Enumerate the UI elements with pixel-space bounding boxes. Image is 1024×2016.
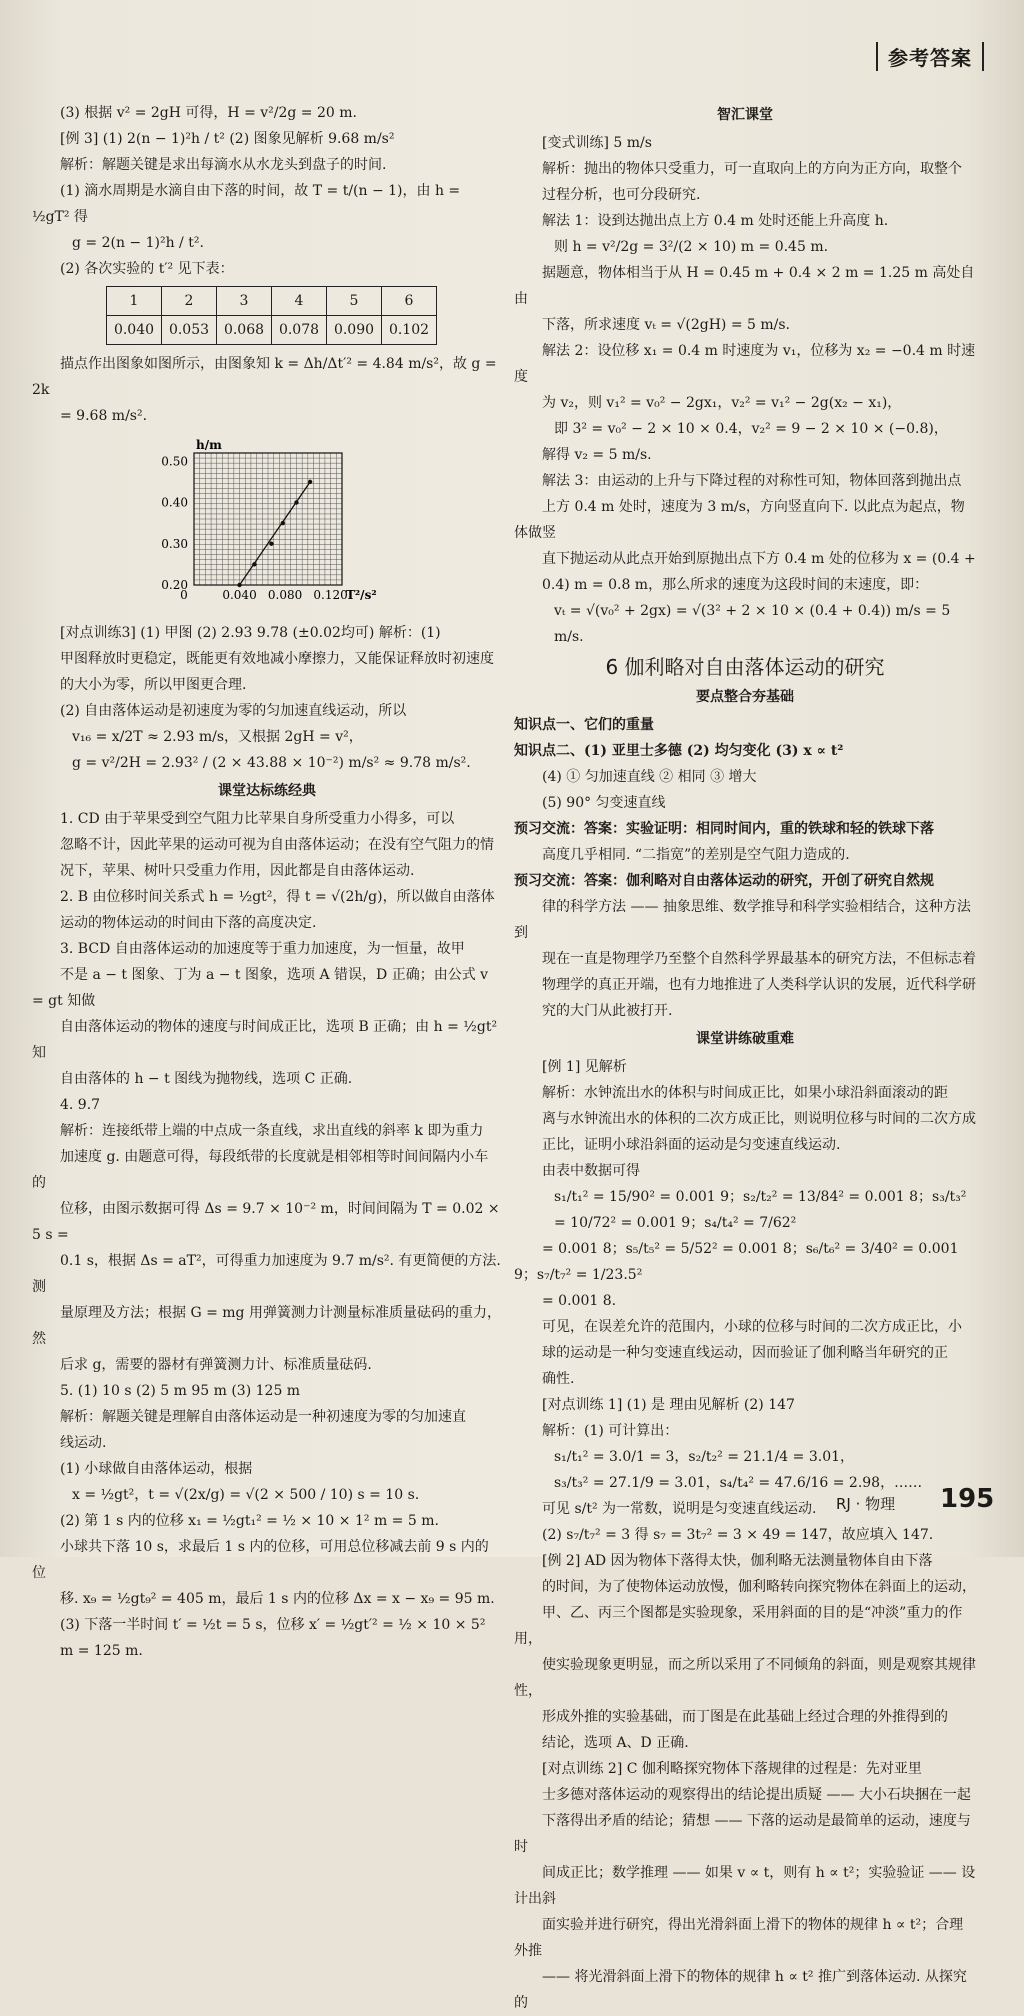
text-line: (1) 小球做自由落体运动，根据: [60, 1461, 253, 1477]
table-header-cell: 3: [217, 287, 272, 316]
text-line: 解得 v₂ = 5 m/s.: [542, 447, 652, 463]
text-line: 离与水钟流出水的体积的二次方成正比，则说明位移与时间的二次方成: [542, 1111, 976, 1127]
table-header-cell: 5: [327, 287, 382, 316]
text-line: 正比，证明小球沿斜面的运动是匀变速直线运动.: [542, 1137, 841, 1153]
text-line: 况下，苹果、树叶只受重力作用，因此都是自由落体运动.: [60, 863, 415, 879]
text-line: 课堂达标练经典: [218, 783, 316, 799]
h-t2-graph: [152, 435, 377, 605]
table-header-cell: 2: [162, 287, 217, 316]
text-line: 由表中数据可得: [542, 1163, 640, 1179]
text-line: 预习交流：答案：实验证明：相同时间内，重的铁球和轻的铁球下落: [514, 821, 934, 837]
table-value-cell: 0.040: [107, 316, 162, 345]
text-line: 线运动.: [60, 1435, 107, 1451]
text-line: 解析：解题关键是理解自由落体运动是一种初速度为零的匀加速直: [60, 1409, 466, 1425]
text-line: 要点整合夯基础: [696, 689, 794, 705]
text-line: 可见 s/t² 为一常数，说明是匀变速直线运动.: [542, 1501, 817, 1517]
text-line: = 9.68 m/s².: [60, 408, 148, 424]
text-line: 解析：抛出的物体只受重力，可一直取向上的方向为正方向，取整个: [542, 161, 962, 177]
text-line: 2. B 由位移时间关系式 h = ½gt²，得 t = √(2h/g)，所以做自由落体: [60, 889, 495, 905]
text-line: [对点训练 2] C 伽利略探究物体下落规律的过程是：先对亚里: [542, 1761, 922, 1777]
text-line: 描点作出图象如图所示，由图象知 k = Δh/Δt′² = 4.84 m/s²，故 g = 2k: [32, 356, 497, 398]
text-line: 形成外推的实验基础，而丁图是在此基础上经过合理的外推得到的: [542, 1709, 948, 1725]
text-line: [例 3] (1) 2(n − 1)²h / t² (2) 图象见解析 9.68 m/s²: [60, 131, 395, 147]
table-header-cell: 4: [272, 287, 327, 316]
text-line: 6 伽利略对自由落体运动的研究: [605, 655, 885, 679]
text-line: 球的运动是一种匀变速直线运动，因而验证了伽利略当年研究的正: [542, 1345, 948, 1361]
text-line: —— 将光滑斜面上滑下的物体的规律 h ∝ t² 推广到落体运动. 从探究的: [514, 1969, 967, 2011]
table-value-cell: 0.068: [217, 316, 272, 345]
text-line: 量原理及方法；根据 G = mg 用弹簧测力计测量标准质量砝码的重力，然: [32, 1305, 501, 1347]
text-line: 自由落体的 h − t 图线为抛物线，选项 C 正确.: [60, 1071, 353, 1087]
text-line: 可见，在误差允许的范围内，小球的位移与时间的二次方成正比，小: [542, 1319, 962, 1335]
text-line: = 0.001 8；s₅/t₅² = 5/52² = 0.001 8；s₆/t₆² = 3/40² = 0.001 9；s₇/t₇² = 1/23.5²: [514, 1241, 959, 1283]
text-line: 解法 3：由运动的上升与下降过程的对称性可知，物体回落到抛出点: [542, 473, 962, 489]
y-tick-label: 0.50: [161, 454, 188, 469]
text-line: 现在一直是物理学乃至整个自然科学界最基本的研究方法，不但标志着: [542, 951, 976, 967]
text-line: [例 2] AD 因为物体下落得太快，伽利略无法测量物体自由下落: [542, 1553, 933, 1569]
text-line: 解法 1：设到达抛出点上方 0.4 m 处时还能上升高度 h.: [542, 213, 889, 229]
text-line: (3) 下落一半时间 t′ = ½t = 5 s，位移 x′ = ½gt′² = ½ × 10 × 5²: [60, 1617, 486, 1633]
text-line: 的时间，为了使物体运动放慢，伽利略转向探究物体在斜面上的运动，: [542, 1579, 976, 1595]
data-point: [252, 562, 256, 566]
text-line: 使实验现象更明显，而之所以采用了不同倾角的斜面，则是观察其规律性，: [514, 1657, 976, 1699]
text-line: 预习交流：答案：伽利略对自由落体运动的研究，开创了研究自然规: [514, 873, 934, 889]
text-line: 0.4) m = 0.8 m，那么所求的速度为这段时间的末速度，即：: [542, 577, 929, 593]
text-line: 甲图释放时更稳定，既能更有效地减小摩擦力，又能保证释放时初速度: [60, 651, 494, 667]
text-line: [例 1] 见解析: [542, 1059, 627, 1075]
text-line: 物理学的真正开端，也有力地推进了人类科学认识的发展，近代科学研: [542, 977, 976, 993]
text-line: 甲、乙、丙三个图都是实验现象，采用斜面的目的是“冲淡”重力的作用，: [514, 1605, 963, 1647]
text-line: 直下抛运动从此点开始到原抛出点下方 0.4 m 处的位移为 x = (0.4 +: [542, 551, 976, 567]
text-line: 下落得出矛盾的结论；猜想 —— 下落的运动是最简单的运动，速度与时: [514, 1813, 971, 1855]
text-line: x = ½gt²，t = √(2x/g) = √(2 × 500 / 10) s = 10 s.: [72, 1487, 420, 1503]
text-line: 解析：连接纸带上端的中点成一条直线，求出直线的斜率 k 即为重力: [60, 1123, 484, 1139]
text-line: 不是 a − t 图象、丁为 a − t 图象，选项 A 错误，D 正确；由公式 v = gt 知做: [32, 967, 489, 1009]
text-line: v₁₆ = x/2T ≈ 2.93 m/s，又根据 2gH = v²，: [72, 729, 363, 745]
data-point: [237, 583, 241, 587]
text-line: [对点训练 1] (1) 是 理由见解析 (2) 147: [542, 1397, 795, 1413]
text-line: 面实验并进行研究，得出光滑斜面上滑下的物体的规律 h ∝ t²；合理外推: [514, 1917, 964, 1959]
text-line: 知识点一、它们的重量: [514, 717, 654, 733]
table-value-cell: 0.053: [162, 316, 217, 345]
text-line: 忽略不计，因此苹果的运动可视为自由落体运动；在没有空气阻力的情: [60, 837, 494, 853]
text-line: 后求 g，需要的器材有弹簧测力计、标准质量砝码.: [60, 1357, 372, 1373]
right-column: [514, 100, 976, 2016]
text-line: 解法 2：设位移 x₁ = 0.4 m 时速度为 v₁，位移为 x₂ = −0.4 m 时速度: [514, 343, 976, 385]
text-line: 究的大门从此被打开.: [542, 1003, 673, 1019]
text-line: 上方 0.4 m 处时，速度为 3 m/s，方向竖直向下. 以此点为起点，物体做竖: [514, 499, 965, 541]
text-line: 即 3² = v₀² − 2 × 10 × 0.4，v₂² = 9 − 2 × 10 × (−0.8)，: [554, 421, 948, 437]
text-line: g = 2(n − 1)²h / t².: [72, 235, 204, 251]
data-point: [294, 500, 298, 504]
y-tick-label: 0.20: [161, 578, 188, 592]
x-tick-label: 0.040: [222, 588, 257, 602]
table-header-cell: 6: [382, 287, 437, 316]
text-line: 3. BCD 自由落体运动的加速度等于重力加速度，为一恒量，故甲: [60, 941, 465, 957]
x-tick-label: 0.080: [267, 588, 303, 602]
text-line: [变式训练] 5 m/s: [542, 135, 652, 151]
text-line: s₃/t₃² = 27.1/9 = 3.01，s₄/t₄² = 47.6/16 = 2.98，……: [554, 1475, 923, 1491]
text-line: g = v²/2H = 2.93² / (2 × 43.88 × 10⁻²) m/s² ≈ 9.78 m/s².: [72, 755, 471, 771]
x-axis-label: T²/s²: [346, 588, 377, 602]
t2-table: [106, 286, 437, 345]
text-line: 确性.: [542, 1371, 575, 1387]
text-line: 小球共下落 10 s，求最后 1 s 内的位移，可用总位移减去前 9 s 内的位: [32, 1539, 489, 1581]
text-line: 4. 9.7: [60, 1097, 101, 1113]
footer-label: RJ · 物理: [836, 1495, 896, 1513]
text-line: 位移，由图示数据可得 Δs = 9.7 × 10⁻² m，时间间隔为 T = 0.02 × 5 s =: [32, 1201, 500, 1243]
table-value-cell: 0.090: [327, 316, 382, 345]
text-line: (3) 根据 v² = 2gH 可得，H = v²/2g = 20 m.: [60, 105, 357, 121]
table-value-cell: 0.102: [382, 316, 437, 345]
text-line: 移. x₉ = ½gt₉² = 405 m，最后 1 s 内的位移 Δx = x − x₉ = 95 m.: [60, 1591, 495, 1607]
y-tick-label: 0.40: [161, 495, 188, 510]
text-line: 据题意，物体相当于从 H = 0.45 m + 0.4 × 2 m = 1.25 m 高处自由: [514, 265, 975, 307]
text-line: 结论，选项 A、D 正确.: [542, 1735, 689, 1751]
text-line: (1) 滴水周期是水滴自由下落的时间，故 T = t/(n − 1)，由 h = ½gT² 得: [32, 183, 461, 225]
table-header-cell: 1: [107, 287, 162, 316]
data-point: [281, 521, 285, 525]
text-line: 课堂讲练破重难: [696, 1031, 794, 1047]
text-line: 下落，所求速度 vₜ = √(2gH) = 5 m/s.: [542, 317, 790, 333]
text-line: vₜ = √(v₀² + 2gx) = √(3² + 2 × 10 × (0.4 + 0.4)) m/s = 5 m/s.: [554, 603, 951, 645]
text-line: 律的科学方法 —— 抽象思维、数学推导和科学实验相结合，这种方法到: [514, 899, 971, 941]
text-line: 运动的物体运动的时间由下落的高度决定.: [60, 915, 317, 931]
left-column: [32, 100, 502, 1664]
text-line: 0.1 s，根据 Δs = aT²，可得重力加速度为 9.7 m/s². 有更简便的方法. 测: [32, 1253, 501, 1295]
text-line: (5) 90° 匀变速直线: [542, 795, 666, 811]
x-tick-label: 0: [180, 588, 188, 602]
text-line: 士多德对落体运动的观察得出的结论提出质疑 —— 大小石块捆在一起: [542, 1787, 971, 1803]
data-point: [269, 542, 273, 546]
text-line: 则 h = v²/2g = 3²/(2 × 10) m = 0.45 m.: [554, 239, 829, 255]
text-line: m = 125 m.: [60, 1643, 143, 1659]
text-line: 的大小为零，所以甲图更合理.: [60, 677, 247, 693]
text-line: 智汇课堂: [717, 107, 773, 123]
page-number: 195: [940, 1484, 995, 1514]
text-line: 为 v₂，则 v₁² = v₀² − 2gx₁，v₂² = v₁² − 2g(x₂ − x₁)，: [542, 395, 902, 411]
text-line: 过程分析，也可分段研究.: [542, 187, 701, 203]
text-line: (2) 第 1 s 内的位移 x₁ = ½gt₁² = ½ × 10 × 1² m = 5 m.: [60, 1513, 439, 1529]
text-line: (2) 自由落体运动是初速度为零的匀加速直线运动，所以: [60, 703, 407, 719]
y-axis-label: h/m: [196, 438, 222, 452]
text-line: = 0.001 8.: [542, 1293, 617, 1309]
text-line: 加速度 g. 由题意可得，每段纸带的长度就是相邻相等时间间隔内小车的: [32, 1149, 489, 1191]
text-line: 知识点二、(1) 亚里士多德 (2) 均匀变化 (3) x ∝ t²: [514, 743, 844, 759]
text-line: s₁/t₁² = 3.0/1 = 3，s₂/t₂² = 21.1/4 = 3.01，: [554, 1449, 855, 1465]
text-line: 解析：水钟流出水的体积与时间成正比，如果小球沿斜面滚动的距: [542, 1085, 948, 1101]
x-tick-label: 0.120: [313, 588, 348, 602]
text-line: [对点训练3] (1) 甲图 (2) 2.93 9.78 (±0.02均可) 解析：(1): [60, 625, 441, 641]
text-line: 1. CD 由于苹果受到空气阻力比苹果自身所受重力小得多，可以: [60, 811, 455, 827]
text-line: 5. (1) 10 s (2) 5 m 95 m (3) 125 m: [60, 1383, 301, 1399]
text-line: 高度几乎相同. “二指宽”的差别是空气阻力造成的.: [542, 847, 850, 863]
text-line: 解析：解题关键是求出每滴水从水龙头到盘子的时间.: [60, 157, 387, 173]
table-value-cell: 0.078: [272, 316, 327, 345]
text-line: 自由落体运动的物体的速度与时间成正比，选项 B 正确；由 h = ½gt² 知: [32, 1019, 498, 1061]
data-point: [308, 480, 312, 484]
text-line: (4) ① 匀加速直线 ② 相同 ③ 增大: [542, 769, 757, 785]
text-line: (2) s₇/t₇² = 3 得 s₇ = 3t₇² = 3 × 49 = 147，故应填入 147.: [542, 1527, 934, 1543]
y-tick-label: 0.30: [161, 536, 188, 551]
text-line: s₁/t₁² = 15/90² = 0.001 9；s₂/t₂² = 13/84² = 0.001 8；s₃/t₃² = 10/72² = 0.001 9；s₄/t₄² = 7/62²: [554, 1189, 967, 1231]
text-line: 解析：(1) 可计算出：: [542, 1423, 679, 1439]
text-line: (2) 各次实验的 t′² 见下表：: [60, 261, 234, 277]
answer-header: 参考答案: [876, 42, 984, 71]
text-line: 间成正比；数学推理 —— 如果 v ∝ t，则有 h ∝ t²；实验验证 —— 设计出斜: [514, 1865, 976, 1907]
